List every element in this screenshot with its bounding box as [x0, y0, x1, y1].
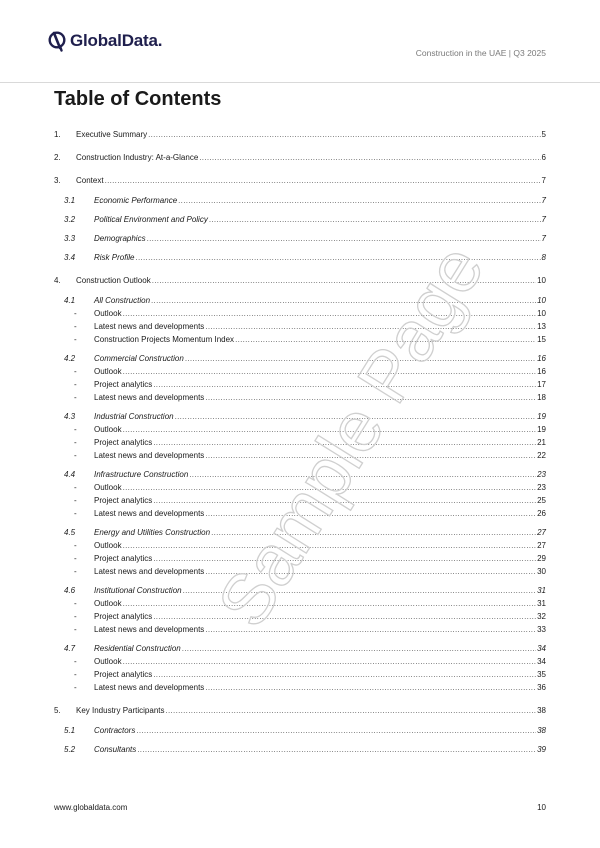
- toc-entry-label: All Construction: [94, 296, 151, 305]
- toc-entry-page: 21: [537, 438, 546, 447]
- toc-entry-label: Latest news and developments: [94, 322, 205, 331]
- toc-dot-leader: [151, 294, 536, 307]
- toc-entry-label: Project analytics: [94, 438, 153, 447]
- toc-entry-label: Outlook: [94, 367, 122, 376]
- toc-entry-page: 31: [537, 599, 546, 608]
- toc-dot-leader: [123, 655, 537, 668]
- toc-entry-number: -: [74, 438, 77, 447]
- toc-entry-page: 19: [537, 412, 546, 421]
- toc-subsection-entry[interactable]: [54, 642, 546, 655]
- toc-bullet-entry[interactable]: [54, 365, 546, 378]
- toc-entry-number: 4.3: [64, 412, 76, 421]
- toc-bullet-entry[interactable]: [54, 539, 546, 552]
- toc-entry-number: -: [74, 657, 77, 666]
- toc-dot-leader: [105, 174, 541, 187]
- toc-entry-label: Contractors: [94, 726, 136, 735]
- toc-entry-page: 27: [537, 528, 546, 537]
- toc-entry-page: 5: [541, 130, 546, 139]
- toc-dot-leader: [137, 743, 536, 756]
- toc-dot-leader: [153, 610, 536, 623]
- toc-entry-label: Context: [76, 176, 104, 185]
- toc-entry-label: Demographics: [94, 234, 146, 243]
- table-of-contents: [54, 128, 546, 756]
- toc-entry-label: Energy and Utilities Construction: [94, 528, 211, 537]
- toc-dot-leader: [209, 213, 541, 226]
- toc-entry-label: Latest news and developments: [94, 683, 205, 692]
- toc-entry-label: Project analytics: [94, 380, 153, 389]
- toc-entry-number: 4.1: [64, 296, 76, 305]
- toc-entry-page: 18: [537, 393, 546, 402]
- toc-entry-page: 22: [537, 451, 546, 460]
- toc-entry-label: Construction Industry: At-a-Glance: [76, 153, 199, 162]
- toc-bullet-entry[interactable]: [54, 449, 546, 462]
- toc-entry-label: Outlook: [94, 309, 122, 318]
- toc-subsection-entry[interactable]: [54, 468, 546, 481]
- toc-dot-leader: [123, 539, 537, 552]
- toc-entry-page: 17: [537, 380, 546, 389]
- toc-dot-leader: [235, 333, 536, 346]
- toc-subsection-entry[interactable]: [54, 294, 546, 307]
- toc-bullet-entry[interactable]: [54, 565, 546, 578]
- toc-entry-number: -: [74, 625, 77, 634]
- toc-entry-page: 16: [537, 367, 546, 376]
- toc-entry-number: -: [74, 393, 77, 402]
- toc-section-entry[interactable]: [54, 151, 546, 164]
- toc-bullet-entry[interactable]: [54, 681, 546, 694]
- toc-dot-leader: [123, 481, 537, 494]
- toc-bullet-entry[interactable]: [54, 610, 546, 623]
- toc-entry-label: Construction Outlook: [76, 276, 151, 285]
- toc-dot-leader: [205, 681, 536, 694]
- toc-entry-page: 36: [537, 683, 546, 692]
- toc-entry-page: 10: [537, 276, 546, 285]
- toc-subsection-entry[interactable]: [54, 352, 546, 365]
- toc-entry-label: Outlook: [94, 541, 122, 550]
- toc-subsection-entry[interactable]: [54, 526, 546, 539]
- toc-section-entry[interactable]: [54, 704, 546, 717]
- toc-dot-leader: [205, 623, 536, 636]
- toc-dot-leader: [153, 668, 536, 681]
- toc-dot-leader: [205, 507, 536, 520]
- toc-entry-label: Consultants: [94, 745, 137, 754]
- toc-entry-page: 30: [537, 567, 546, 576]
- toc-bullet-entry[interactable]: [54, 507, 546, 520]
- toc-entry-label: Residential Construction: [94, 644, 181, 653]
- page-header: [0, 0, 600, 83]
- toc-entry-page: 34: [537, 644, 546, 653]
- toc-entry-page: 31: [537, 586, 546, 595]
- toc-entry-label: Executive Summary: [76, 130, 148, 139]
- toc-entry-number: 3.3: [64, 234, 76, 243]
- toc-entry-page: 32: [537, 612, 546, 621]
- toc-entry-number: -: [74, 567, 77, 576]
- toc-entry-label: Construction Projects Momentum Index: [94, 335, 235, 344]
- toc-dot-leader: [182, 642, 536, 655]
- toc-bullet-entry[interactable]: [54, 494, 546, 507]
- toc-entry-number: 4.2: [64, 354, 76, 363]
- toc-dot-leader: [152, 274, 536, 287]
- toc-entry-number: 5.: [54, 706, 61, 715]
- toc-entry-number: -: [74, 483, 77, 492]
- toc-dot-leader: [123, 307, 537, 320]
- sample-page-watermark: Sample Page: [202, 231, 500, 641]
- toc-subsection-entry[interactable]: [54, 584, 546, 597]
- page-title: Table of Contents: [54, 88, 222, 110]
- toc-entry-number: 5.1: [64, 726, 76, 735]
- toc-entry-label: Latest news and developments: [94, 393, 205, 402]
- toc-dot-leader: [189, 468, 536, 481]
- toc-dot-leader: [205, 391, 536, 404]
- toc-dot-leader: [147, 232, 541, 245]
- toc-entry-page: 38: [537, 726, 546, 735]
- toc-entry-label: Infrastructure Construction: [94, 470, 189, 479]
- toc-entry-number: 3.2: [64, 215, 76, 224]
- toc-entry-number: 3.1: [64, 196, 76, 205]
- toc-entry-page: 7: [541, 176, 546, 185]
- toc-bullet-entry[interactable]: [54, 668, 546, 681]
- toc-entry-page: 34: [537, 657, 546, 666]
- toc-entry-number: -: [74, 425, 77, 434]
- toc-entry-number: -: [74, 496, 77, 505]
- toc-entry-page: 19: [537, 425, 546, 434]
- toc-subsection-entry[interactable]: [54, 213, 546, 226]
- toc-subsection-entry[interactable]: [54, 724, 546, 737]
- toc-entry-number: 3.: [54, 176, 61, 185]
- toc-entry-label: Institutional Construction: [94, 586, 182, 595]
- toc-entry-page: 15: [537, 335, 546, 344]
- toc-subsection-entry[interactable]: [54, 251, 546, 264]
- toc-entry-page: 29: [537, 554, 546, 563]
- toc-entry-number: -: [74, 683, 77, 692]
- toc-entry-number: -: [74, 509, 77, 518]
- toc-entry-page: 7: [541, 215, 546, 224]
- toc-subsection-entry[interactable]: [54, 743, 546, 756]
- toc-entry-label: Latest news and developments: [94, 567, 205, 576]
- toc-dot-leader: [136, 724, 536, 737]
- toc-dot-leader: [153, 552, 536, 565]
- toc-entry-number: -: [74, 335, 77, 344]
- toc-entry-label: Latest news and developments: [94, 625, 205, 634]
- toc-bullet-entry[interactable]: [54, 597, 546, 610]
- toc-entry-page: 35: [537, 670, 546, 679]
- toc-entry-label: Commercial Construction: [94, 354, 184, 363]
- toc-dot-leader: [185, 352, 536, 365]
- toc-entry-number: 5.2: [64, 745, 76, 754]
- toc-entry-page: 26: [537, 509, 546, 518]
- toc-entry-label: Risk Profile: [94, 253, 135, 262]
- toc-dot-leader: [183, 584, 536, 597]
- toc-entry-page: 7: [541, 196, 546, 205]
- toc-entry-label: Political Environment and Policy: [94, 215, 208, 224]
- toc-dot-leader: [123, 365, 537, 378]
- footer-page-number: 10: [537, 803, 546, 812]
- document-title: Construction in the UAE | Q3 2025: [415, 48, 546, 58]
- toc-entry-page: 6: [541, 153, 546, 162]
- toc-entry-number: 4.5: [64, 528, 76, 537]
- toc-entry-number: -: [74, 541, 77, 550]
- toc-dot-leader: [205, 565, 536, 578]
- toc-bullet-entry[interactable]: [54, 655, 546, 668]
- toc-entry-number: 4.7: [64, 644, 76, 653]
- toc-bullet-entry[interactable]: [54, 307, 546, 320]
- toc-dot-leader: [153, 378, 536, 391]
- toc-entry-label: Project analytics: [94, 554, 153, 563]
- toc-section-entry[interactable]: [54, 128, 546, 141]
- toc-entry-page: 23: [537, 483, 546, 492]
- toc-dot-leader: [199, 151, 540, 164]
- toc-dot-leader: [178, 194, 540, 207]
- toc-entry-number: -: [74, 612, 77, 621]
- toc-entry-label: Economic Performance: [94, 196, 178, 205]
- toc-entry-label: Industrial Construction: [94, 412, 174, 421]
- toc-entry-label: Outlook: [94, 483, 122, 492]
- toc-entry-label: Outlook: [94, 425, 122, 434]
- toc-entry-page: 10: [537, 309, 546, 318]
- toc-dot-leader: [123, 423, 537, 436]
- footer-url[interactable]: www.globaldata.com: [54, 803, 128, 812]
- toc-dot-leader: [205, 449, 536, 462]
- toc-dot-leader: [153, 494, 536, 507]
- toc-entry-label: Project analytics: [94, 496, 153, 505]
- toc-entry-number: -: [74, 309, 77, 318]
- toc-bullet-entry[interactable]: [54, 436, 546, 449]
- globaldata-logo[interactable]: [48, 30, 162, 52]
- toc-entry-number: 2.: [54, 153, 61, 162]
- toc-bullet-entry[interactable]: [54, 320, 546, 333]
- toc-entry-number: 4.4: [64, 470, 76, 479]
- toc-section-entry[interactable]: [54, 174, 546, 187]
- toc-entry-page: 25: [537, 496, 546, 505]
- toc-entry-number: -: [74, 599, 77, 608]
- toc-entry-page: 16: [537, 354, 546, 363]
- toc-bullet-entry[interactable]: [54, 552, 546, 565]
- toc-bullet-entry[interactable]: [54, 391, 546, 404]
- toc-entry-page: 7: [541, 234, 546, 243]
- toc-entry-page: 39: [537, 745, 546, 754]
- toc-entry-page: 27: [537, 541, 546, 550]
- toc-bullet-entry[interactable]: [54, 378, 546, 391]
- toc-entry-label: Latest news and developments: [94, 451, 205, 460]
- toc-entry-page: 10: [537, 296, 546, 305]
- toc-entry-label: Project analytics: [94, 670, 153, 679]
- toc-subsection-entry[interactable]: [54, 410, 546, 423]
- toc-entry-number: 1.: [54, 130, 61, 139]
- toc-dot-leader: [148, 128, 540, 141]
- toc-entry-label: Latest news and developments: [94, 509, 205, 518]
- toc-entry-number: -: [74, 367, 77, 376]
- logo-text: GlobalData.: [70, 31, 163, 50]
- toc-bullet-entry[interactable]: [54, 333, 546, 346]
- toc-entry-page: 23: [537, 470, 546, 479]
- toc-entry-page: 8: [541, 253, 546, 262]
- toc-section-entry[interactable]: [54, 274, 546, 287]
- toc-bullet-entry[interactable]: [54, 423, 546, 436]
- toc-entry-page: 38: [537, 706, 546, 715]
- toc-entry-number: -: [74, 451, 77, 460]
- toc-entry-number: -: [74, 554, 77, 563]
- toc-subsection-entry[interactable]: [54, 232, 546, 245]
- toc-entry-page: 33: [537, 625, 546, 634]
- toc-entry-label: Key Industry Participants: [76, 706, 165, 715]
- toc-bullet-entry[interactable]: [54, 481, 546, 494]
- toc-dot-leader: [205, 320, 536, 333]
- toc-entry-number: 4.: [54, 276, 61, 285]
- toc-dot-leader: [153, 436, 536, 449]
- toc-dot-leader: [123, 597, 537, 610]
- toc-entry-label: Outlook: [94, 657, 122, 666]
- toc-entry-number: -: [74, 322, 77, 331]
- toc-entry-number: 4.6: [64, 586, 76, 595]
- toc-entry-page: 13: [537, 322, 546, 331]
- toc-dot-leader: [135, 251, 540, 264]
- toc-entry-label: Outlook: [94, 599, 122, 608]
- toc-entry-number: -: [74, 380, 77, 389]
- toc-dot-leader: [175, 410, 537, 423]
- toc-subsection-entry[interactable]: [54, 194, 546, 207]
- globaldata-logo-icon: [48, 30, 66, 52]
- toc-bullet-entry[interactable]: [54, 623, 546, 636]
- toc-dot-leader: [165, 704, 536, 717]
- toc-entry-label: Project analytics: [94, 612, 153, 621]
- toc-entry-number: 3.4: [64, 253, 76, 262]
- toc-entry-number: -: [74, 670, 77, 679]
- toc-dot-leader: [211, 526, 536, 539]
